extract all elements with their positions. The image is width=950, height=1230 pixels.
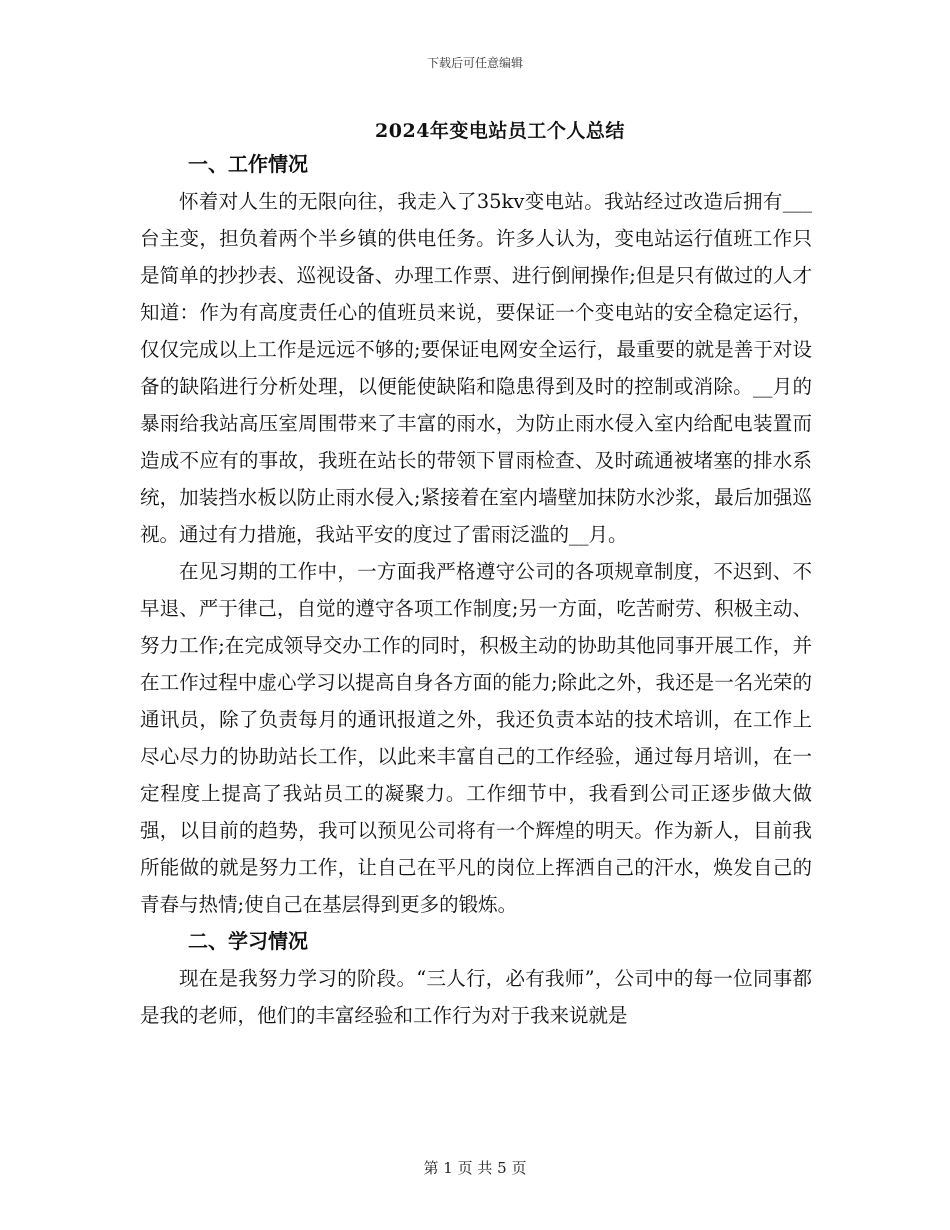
section-heading: 一、工作情况 <box>188 152 308 176</box>
paragraph: 怀着对人生的无限向往，我走入了35kv变电站。我站经过改造后拥有___台主变，担负着两个半乡镇的供电任务。许多人认为，变电站运行值班工作只是简单的抄抄表、巡视设备、办理工作票、进行倒闸操作;但是只有做过的人才知道：作为有高度责任心的值班员来说，要保证一个变电站的安全稳定运行，仅仅完成以上工作是远远不够的;要保证电网安全运行，最重要的就是善于对设备的缺陷进行分析处理，以便能使缺陷和隐患得到及时的控制或消除。__月的暴雨给我站高压室周围带来了丰富的雨水，为防止雨水侵入室内给配电装置而造成不应有的事故，我班在站长的带领下冒雨检查、及时疏通被堵塞的排水系统，加装挡水板以防止雨水侵入;紧接着在室内墙壁加抹防水沙浆，最后加强巡视。通过有力措施，我站平安的度过了雷雨泛滥的__月。 <box>140 190 812 546</box>
document-body <box>140 146 812 1034</box>
page-header-note: 下载后可任意编辑 <box>426 56 523 70</box>
page-number: 第 1 页 共 5 页 <box>423 1159 527 1177</box>
paragraph: 在见习期的工作中，一方面我严格遵守公司的各项规章制度，不迟到、不早退、严于律己，自觉的遵守各项工作制度;另一方面，吃苦耐劳、积极主动、努力工作;在完成领导交办工作的同时，积极主动的协助其他同事开展工作，并在工作过程中虚心学习以提高自身各方面的能力;除此之外，我还是一名光荣的通讯员，除了负责每月的通讯报道之外，我还负责本站的技术培训，在工作上尽心尽力的协助站长工作，以此来丰富自己的工作经验，通过每月培训，在一定程度上提高了我站员工的凝聚力。工作细节中，我看到公司正逐步做大做强，以目前的趋势，我可以预见公司将有一个辉煌的明天。作为新人，目前我所能做的就是努力工作，让自己在平凡的岗位上挥洒自己的汗水，焕发自己的青春与热情;使自己在基层得到更多的锻炼。 <box>140 560 812 916</box>
paragraph: 现在是我努力学习的阶段。“三人行，必有我师”，公司中的每一位同事都是我的老师，他们的丰富经验和工作行为对于我来说就是 <box>140 967 812 1027</box>
document-title: 2024年变电站员工个人总结 <box>375 120 625 142</box>
section-study <box>140 923 812 1034</box>
section-work <box>140 146 812 923</box>
section-heading: 二、学习情况 <box>188 929 308 953</box>
